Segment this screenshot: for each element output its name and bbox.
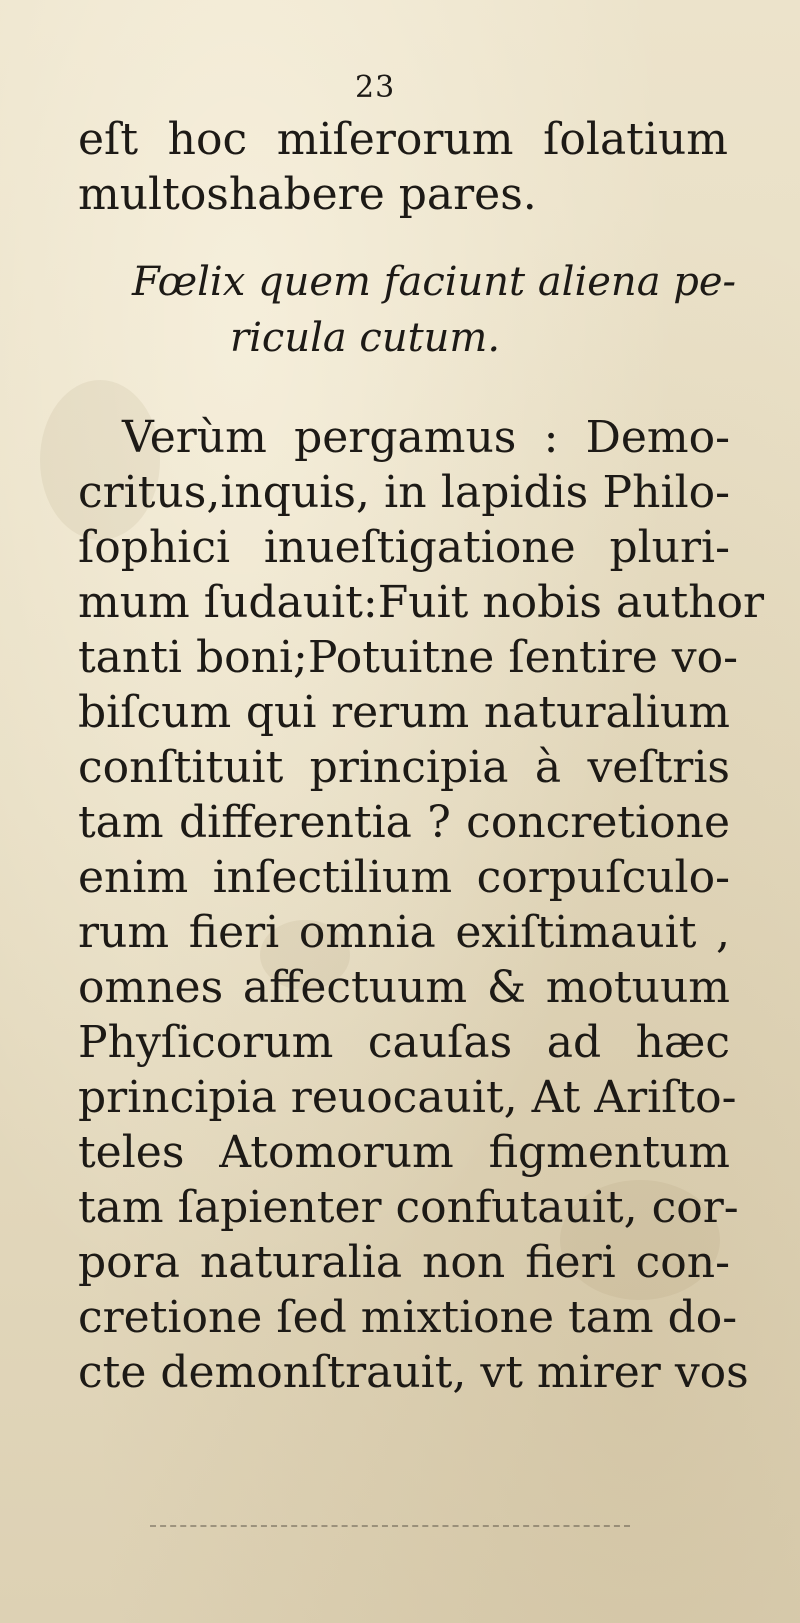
verse-line: ricula cutum. — [230, 315, 501, 361]
text-line: cretione ſed mixtione tam do- — [78, 1292, 738, 1343]
text-line: Phyſicorum cauſas ad hæc — [78, 1017, 730, 1068]
text-line: tanti boni;Potuitne ſentire vo- — [78, 632, 739, 683]
verse-line: Fœlix quem faciunt aliena pe- — [132, 259, 737, 305]
text-line: eſt hoc miſerorum ſolatium — [78, 114, 728, 165]
text-line: critus,inquis, in lapidis Philo- — [78, 467, 730, 518]
text-line: biſcum qui rerum naturalium — [78, 687, 730, 738]
text-line: principia reuocauit, At Ariſto- — [78, 1072, 737, 1123]
text-line: conſtituit principia à veſtris — [78, 742, 730, 793]
text-line: cte demonſtrauit, vt mirer vos — [78, 1347, 749, 1398]
text-line: tam differentia ? concretione — [78, 797, 730, 848]
page-bottom-rule — [150, 1525, 630, 1527]
text-line: teles Atomorum figmentum — [78, 1127, 730, 1178]
verse-quotation — [132, 254, 737, 366]
text-line: ſophici inueſtigatione pluri- — [78, 522, 730, 573]
opening-lines — [78, 112, 728, 222]
text-line: rum fieri omnia exiſtimauit , — [78, 907, 730, 958]
text-line: Verùm pergamus : Demo- — [122, 412, 730, 463]
text-line: multoshabere pares. — [78, 169, 537, 220]
text-line: enim inſectilium corpuſculo- — [78, 852, 730, 903]
text-line: mum ſudauit:Fuit nobis author — [78, 577, 765, 628]
text-line: pora naturalia non fieri con- — [78, 1237, 730, 1288]
page-number: 23 — [355, 70, 396, 105]
text-line: tam ſapienter confutauit, cor- — [78, 1182, 739, 1233]
text-line: omnes affectuum & motuum — [78, 962, 730, 1013]
main-paragraph — [78, 410, 765, 1400]
